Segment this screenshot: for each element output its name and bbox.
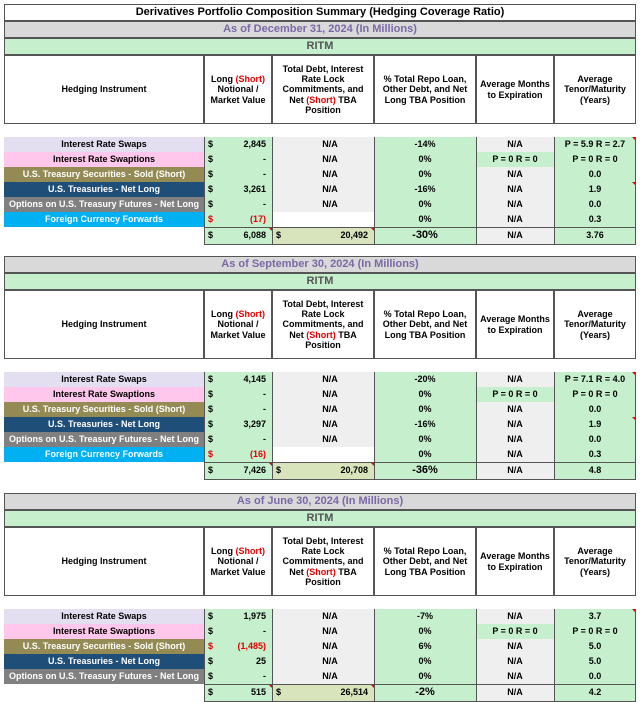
col-header-notional — [204, 290, 272, 359]
months-value: N/A — [476, 212, 554, 227]
total-debt: 20,492 — [286, 227, 374, 244]
grid-line — [204, 462, 636, 463]
col-header-notional — [204, 55, 272, 124]
tenor-value: P = 0 R = 0 — [554, 387, 636, 402]
total-months: N/A — [476, 462, 554, 479]
pct-value: 0% — [374, 197, 476, 212]
col-header-pct: % Total Repo Loan, Other Debt, and Net Long TBA Position — [374, 290, 476, 359]
col-header-notional-long: Long — [211, 308, 236, 319]
months-value: N/A — [476, 639, 554, 654]
debt-value — [286, 212, 374, 227]
notional-value: - — [218, 152, 272, 167]
total-debt: 26,514 — [286, 684, 374, 701]
col-header-debt-short: (Short) — [306, 94, 336, 105]
instrument-label: U.S. Treasury Securities - Sold (Short) — [4, 639, 204, 654]
months-value: N/A — [476, 167, 554, 182]
currency-symbol: $ — [204, 137, 218, 152]
pct-value: 0% — [374, 167, 476, 182]
notional-value: (17) — [218, 212, 272, 227]
pct-value: -16% — [374, 182, 476, 197]
currency-symbol: $ — [204, 432, 218, 447]
tenor-value: 3.7 — [554, 609, 636, 624]
debt-currency — [272, 609, 286, 624]
total-months: N/A — [476, 227, 554, 244]
debt-currency — [272, 137, 286, 152]
col-header-debt — [272, 55, 374, 124]
pct-value: 0% — [374, 432, 476, 447]
entity-header: RITM — [4, 510, 636, 527]
months-value: N/A — [476, 654, 554, 669]
col-header-notional-rest: Notional / Market Value — [210, 556, 266, 577]
debt-value: N/A — [286, 387, 374, 402]
notional-value: (16) — [218, 447, 272, 462]
months-value: N/A — [476, 372, 554, 387]
debt-value: N/A — [286, 654, 374, 669]
months-value: P = 0 R = 0 — [476, 152, 554, 167]
instrument-label: Options on U.S. Treasury Futures - Net Long — [4, 197, 204, 212]
pct-value: 0% — [374, 402, 476, 417]
pct-value: 0% — [374, 152, 476, 167]
pct-value: -7% — [374, 609, 476, 624]
total-debt-currency: $ — [272, 684, 286, 701]
currency-symbol: $ — [204, 212, 218, 227]
tenor-value: P = 0 R = 0 — [554, 624, 636, 639]
tenor-value: 1.9 — [554, 417, 636, 432]
notional-value: - — [218, 167, 272, 182]
pct-value: -20% — [374, 372, 476, 387]
currency-symbol: $ — [204, 182, 218, 197]
currency-symbol: $ — [204, 387, 218, 402]
grid-line — [272, 609, 273, 701]
pct-value: 0% — [374, 669, 476, 684]
notional-value: (1,485) — [218, 639, 272, 654]
grid-line — [204, 137, 205, 244]
currency-symbol: $ — [204, 654, 218, 669]
grid-line — [635, 609, 636, 701]
tenor-value: 0.0 — [554, 167, 636, 182]
debt-value: N/A — [286, 609, 374, 624]
notional-value: - — [218, 387, 272, 402]
notional-value: 25 — [218, 654, 272, 669]
instrument-label: Interest Rate Swaptions — [4, 624, 204, 639]
grid-line — [554, 609, 555, 701]
grid-line — [476, 609, 477, 701]
grid-line — [635, 137, 636, 244]
col-header-instrument: Hedging Instrument — [4, 527, 204, 596]
grid-line — [272, 137, 273, 244]
col-header-notional-short: (Short) — [235, 73, 265, 84]
debt-currency — [272, 669, 286, 684]
total-tenor: 4.8 — [554, 462, 636, 479]
notional-value: 2,845 — [218, 137, 272, 152]
instrument-label: Foreign Currency Forwards — [4, 447, 204, 462]
instrument-label: Interest Rate Swaptions — [4, 387, 204, 402]
debt-currency — [272, 639, 286, 654]
tenor-value: 0.0 — [554, 669, 636, 684]
notional-value: - — [218, 402, 272, 417]
col-header-months: Average Months to Expiration — [476, 290, 554, 359]
currency-symbol: $ — [204, 639, 218, 654]
grid-line — [204, 372, 205, 479]
pct-value: 6% — [374, 639, 476, 654]
col-header-pct: % Total Repo Loan, Other Debt, and Net Long TBA Position — [374, 55, 476, 124]
tenor-value: 0.0 — [554, 432, 636, 447]
grid-line — [374, 609, 375, 701]
instrument-label: U.S. Treasuries - Net Long — [4, 654, 204, 669]
col-header-months: Average Months to Expiration — [476, 527, 554, 596]
col-header-notional — [204, 527, 272, 596]
pct-value: 0% — [374, 212, 476, 227]
instrument-label: Options on U.S. Treasury Futures - Net Long — [4, 669, 204, 684]
months-value: P = 0 R = 0 — [476, 387, 554, 402]
debt-value: N/A — [286, 152, 374, 167]
col-header-notional-short: (Short) — [235, 545, 265, 556]
grid-line — [554, 372, 555, 479]
col-header-debt — [272, 527, 374, 596]
debt-value: N/A — [286, 197, 374, 212]
debt-currency — [272, 447, 286, 462]
instrument-label: Interest Rate Swaps — [4, 137, 204, 152]
total-pct: -36% — [374, 462, 476, 479]
col-header-instrument: Hedging Instrument — [4, 290, 204, 359]
grid-line — [204, 684, 636, 685]
notional-value: - — [218, 669, 272, 684]
as-of-header: As of December 31, 2024 (In Millions) — [4, 21, 636, 38]
col-header-debt-rest: TBA Position — [305, 94, 357, 116]
months-value: N/A — [476, 417, 554, 432]
total-currency: $ — [204, 462, 218, 479]
months-value: N/A — [476, 447, 554, 462]
grid-line — [374, 372, 375, 479]
grid-line — [374, 137, 375, 244]
tenor-value: 0.0 — [554, 197, 636, 212]
tenor-value: 5.0 — [554, 654, 636, 669]
debt-value: N/A — [286, 372, 374, 387]
sheet-title: Derivatives Portfolio Composition Summary (Hedging Coverage Ratio) — [4, 4, 636, 21]
tenor-value: 5.0 — [554, 639, 636, 654]
col-header-notional-rest: Notional / Market Value — [210, 319, 266, 340]
debt-currency — [272, 387, 286, 402]
months-value: P = 0 R = 0 — [476, 624, 554, 639]
col-header-notional-long: Long — [211, 545, 236, 556]
as-of-header: As of June 30, 2024 (In Millions) — [4, 493, 636, 510]
col-header-debt-text: Total Debt, Interest Rate Lock Commitments, and Net — [282, 535, 364, 577]
instrument-label: U.S. Treasuries - Net Long — [4, 182, 204, 197]
currency-symbol: $ — [204, 624, 218, 639]
total-debt-currency: $ — [272, 227, 286, 244]
notional-value: 4,145 — [218, 372, 272, 387]
total-pct: -2% — [374, 684, 476, 701]
debt-value: N/A — [286, 669, 374, 684]
instrument-label: U.S. Treasury Securities - Sold (Short) — [4, 167, 204, 182]
tenor-value: 1.9 — [554, 182, 636, 197]
instrument-label: Interest Rate Swaps — [4, 609, 204, 624]
col-header-notional-short: (Short) — [235, 308, 265, 319]
total-tenor: 3.76 — [554, 227, 636, 244]
pct-value: -14% — [374, 137, 476, 152]
tenor-value: P = 7.1 R = 4.0 — [554, 372, 636, 387]
notional-value: 1,975 — [218, 609, 272, 624]
col-header-tenor: Average Tenor/Maturity (Years) — [554, 55, 636, 124]
debt-value: N/A — [286, 624, 374, 639]
instrument-label: Foreign Currency Forwards — [4, 212, 204, 227]
grid-line — [476, 372, 477, 479]
pct-value: 0% — [374, 387, 476, 402]
col-header-notional-long: Long — [211, 73, 236, 84]
debt-currency — [272, 654, 286, 669]
instrument-label: U.S. Treasuries - Net Long — [4, 417, 204, 432]
notional-value: - — [218, 624, 272, 639]
total-currency: $ — [204, 227, 218, 244]
currency-symbol: $ — [204, 417, 218, 432]
pct-value: -16% — [374, 417, 476, 432]
currency-symbol: $ — [204, 669, 218, 684]
debt-currency — [272, 372, 286, 387]
grid-line — [204, 227, 636, 228]
col-header-debt-rest: TBA Position — [305, 566, 357, 588]
total-months: N/A — [476, 684, 554, 701]
instrument-label: U.S. Treasury Securities - Sold (Short) — [4, 402, 204, 417]
col-header-debt-short: (Short) — [306, 329, 336, 340]
grid-line — [635, 372, 636, 479]
total-debt-currency: $ — [272, 462, 286, 479]
as-of-header: As of September 30, 2024 (In Millions) — [4, 256, 636, 273]
col-header-debt — [272, 290, 374, 359]
months-value: N/A — [476, 609, 554, 624]
debt-currency — [272, 212, 286, 227]
instrument-label: Options on U.S. Treasury Futures - Net Long — [4, 432, 204, 447]
total-pct: -30% — [374, 227, 476, 244]
col-header-instrument: Hedging Instrument — [4, 55, 204, 124]
grid-line — [204, 609, 205, 701]
months-value: N/A — [476, 137, 554, 152]
tenor-value: P = 0 R = 0 — [554, 152, 636, 167]
debt-value: N/A — [286, 182, 374, 197]
debt-currency — [272, 432, 286, 447]
currency-symbol: $ — [204, 167, 218, 182]
entity-header: RITM — [4, 38, 636, 55]
total-notional: 6,088 — [218, 227, 272, 244]
currency-symbol: $ — [204, 447, 218, 462]
col-header-pct: % Total Repo Loan, Other Debt, and Net Long TBA Position — [374, 527, 476, 596]
notional-value: 3,261 — [218, 182, 272, 197]
col-header-debt-text: Total Debt, Interest Rate Lock Commitments, and Net — [282, 63, 364, 105]
debt-currency — [272, 167, 286, 182]
debt-currency — [272, 402, 286, 417]
col-header-notional-rest: Notional / Market Value — [210, 84, 266, 105]
grid-line — [476, 137, 477, 244]
currency-symbol: $ — [204, 152, 218, 167]
total-currency: $ — [204, 684, 218, 701]
debt-value: N/A — [286, 402, 374, 417]
currency-symbol: $ — [204, 197, 218, 212]
col-header-tenor: Average Tenor/Maturity (Years) — [554, 527, 636, 596]
total-notional: 515 — [218, 684, 272, 701]
debt-currency — [272, 417, 286, 432]
tenor-value: P = 5.9 R = 2.7 — [554, 137, 636, 152]
tenor-value: 0.3 — [554, 212, 636, 227]
col-header-debt-short: (Short) — [306, 566, 336, 577]
pct-value: 0% — [374, 624, 476, 639]
debt-currency — [272, 182, 286, 197]
months-value: N/A — [476, 182, 554, 197]
pct-value: 0% — [374, 654, 476, 669]
tenor-value: 0.0 — [554, 402, 636, 417]
col-header-debt-rest: TBA Position — [305, 329, 357, 351]
debt-currency — [272, 624, 286, 639]
grid-line — [204, 479, 636, 480]
tenor-value: 0.3 — [554, 447, 636, 462]
total-notional: 7,426 — [218, 462, 272, 479]
col-header-months: Average Months to Expiration — [476, 55, 554, 124]
currency-symbol: $ — [204, 402, 218, 417]
grid-line — [554, 137, 555, 244]
debt-currency — [272, 197, 286, 212]
months-value: N/A — [476, 669, 554, 684]
debt-value: N/A — [286, 639, 374, 654]
debt-value: N/A — [286, 167, 374, 182]
total-tenor: 4.2 — [554, 684, 636, 701]
col-header-debt-text: Total Debt, Interest Rate Lock Commitments, and Net — [282, 298, 364, 340]
instrument-label: Interest Rate Swaptions — [4, 152, 204, 167]
notional-value: - — [218, 432, 272, 447]
notional-value: - — [218, 197, 272, 212]
total-debt: 20,708 — [286, 462, 374, 479]
currency-symbol: $ — [204, 609, 218, 624]
debt-value: N/A — [286, 432, 374, 447]
debt-value — [286, 447, 374, 462]
debt-currency — [272, 152, 286, 167]
grid-line — [272, 372, 273, 479]
currency-symbol: $ — [204, 372, 218, 387]
col-header-tenor: Average Tenor/Maturity (Years) — [554, 290, 636, 359]
debt-value: N/A — [286, 137, 374, 152]
debt-value: N/A — [286, 417, 374, 432]
grid-line — [204, 244, 636, 245]
months-value: N/A — [476, 402, 554, 417]
months-value: N/A — [476, 197, 554, 212]
months-value: N/A — [476, 432, 554, 447]
notional-value: 3,297 — [218, 417, 272, 432]
instrument-label: Interest Rate Swaps — [4, 372, 204, 387]
pct-value: 0% — [374, 447, 476, 462]
entity-header: RITM — [4, 273, 636, 290]
